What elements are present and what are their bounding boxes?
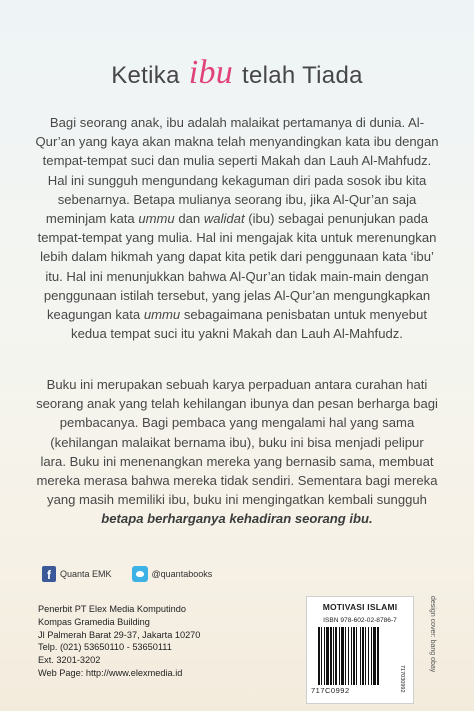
barcode-bar [335,627,337,685]
barcode-bar [351,627,352,685]
book-title [0,54,474,92]
barcode-bar [326,627,329,685]
title-before: Ketika [111,62,180,89]
synopsis-paragraph-2 [36,375,438,529]
isbn-number: ISBN 978-602-02-8786-7 [323,617,397,624]
title-after: telah Tiada [242,62,363,89]
barcode-bar [348,627,349,685]
barcode-bar [341,627,344,685]
cover-design-credit: design cover: bang obay [429,596,436,673]
barcode-vertical-number: 717030992 [399,665,405,693]
barcode-number: 717C0992 [311,686,350,695]
italic-term: ummu [138,211,175,227]
barcode-bar [353,627,355,685]
italic-term: ummu [143,307,181,323]
paragraph-1-text: sebagaimana penisbatan untuk menyebut kedua tempat suci itu yakni Makah dan Lauh Al-Mahfudz. [71,307,427,342]
title-highlight: ibu [188,54,234,91]
barcode-bar [318,627,320,685]
paragraph-2-emphasis: betapa berharganya kehadiran seorang ibu. [101,511,373,527]
barcode-bar [371,627,372,685]
publisher-line: Kompas Gramedia Building [38,616,150,627]
facebook-icon: f [42,566,56,582]
social-links [42,565,212,583]
publisher-line: Jl Palmerah Barat 29-37, Jakarta 10270 [38,629,201,640]
barcode-bar [356,627,357,685]
book-category: MOTIVASI ISLAMI [322,602,398,612]
paragraph-1-text: dan [174,211,204,227]
paragraph-1-text: (ibu) sebagai penunjukan pada tempat-tempat yang mulia. Hal ini mengajak kita untuk merenungkan lebih dalam hikmah yang dapat kita petik dari penggunaan kata ‘ibu’ itu. Hal ini menunjukkan bahwa Al-Qur’an tidak main-main dengan penggunaan istilah tersebut, yang jelas Al-Qur’an mengungkapkan keagungan kata [37,211,437,323]
barcode-bar [377,627,379,685]
publisher-line: Ext. 3201-3202 [38,655,101,666]
publisher-line: Web Page: http://www.elexmedia.id [38,667,183,678]
barcode-bar [321,627,322,685]
barcode-bar [339,627,340,685]
barcode-bar [373,627,376,685]
synopsis-paragraph-1 [34,113,440,343]
publisher-line: Penerbit PT Elex Media Komputindo [38,604,186,614]
barcode-bar [333,627,334,685]
publisher-info [38,603,200,680]
twitter-handle: @quantabooks [151,569,213,579]
paragraph-2-text: Buku ini merupakan sebuah karya perpaduan antara curahan hati seorang anak yang telah kehilangan ibunya dan pesan berharga bagi pembacanya. Bagi pembaca yang mengalami hal yang sama (kehilangan malaikat bernama ibu), buku ini bisa menjadi pelipur lara. Buku ini menenangkan mereka yang bernasib sama, membuat mereka merasa bahwa mereka tidak sendiri. Sementara bagi mereka yang masih memiliki ibu, buku ini mengingatkan kembali sungguh [36,377,438,508]
barcode-icon [317,627,403,685]
paragraph-1-text: Bagi seorang anak, ibu adalah malaikat pertamanya di dunia. Al-Qur’an yang kaya akan makna telah menyandingkan kata ibu dengan tempat-tempat suci dan mulia seperti Makah dan Lauh Al-Mahfudz. Hal ini sungguh mengundang kekaguman diri pada sosok ibu kita sebenarnya. Betapa mulianya seorang ibu, jika Al-Qur’an saja meminjam kata [35,115,439,227]
twitter-icon [132,566,148,582]
barcode-bar [362,627,364,685]
barcode-bar [345,627,346,685]
barcode-bar [360,627,361,685]
barcode-bar [324,627,325,685]
italic-term: walidat [203,211,245,227]
barcode-bar [368,627,369,685]
barcode-box [306,596,414,704]
barcode-bar [330,627,332,685]
publisher-line: Telp. (021) 53650110 - 53650111 [38,642,172,653]
barcode-bar [365,627,366,685]
facebook-handle: Quanta EMK [60,569,112,579]
